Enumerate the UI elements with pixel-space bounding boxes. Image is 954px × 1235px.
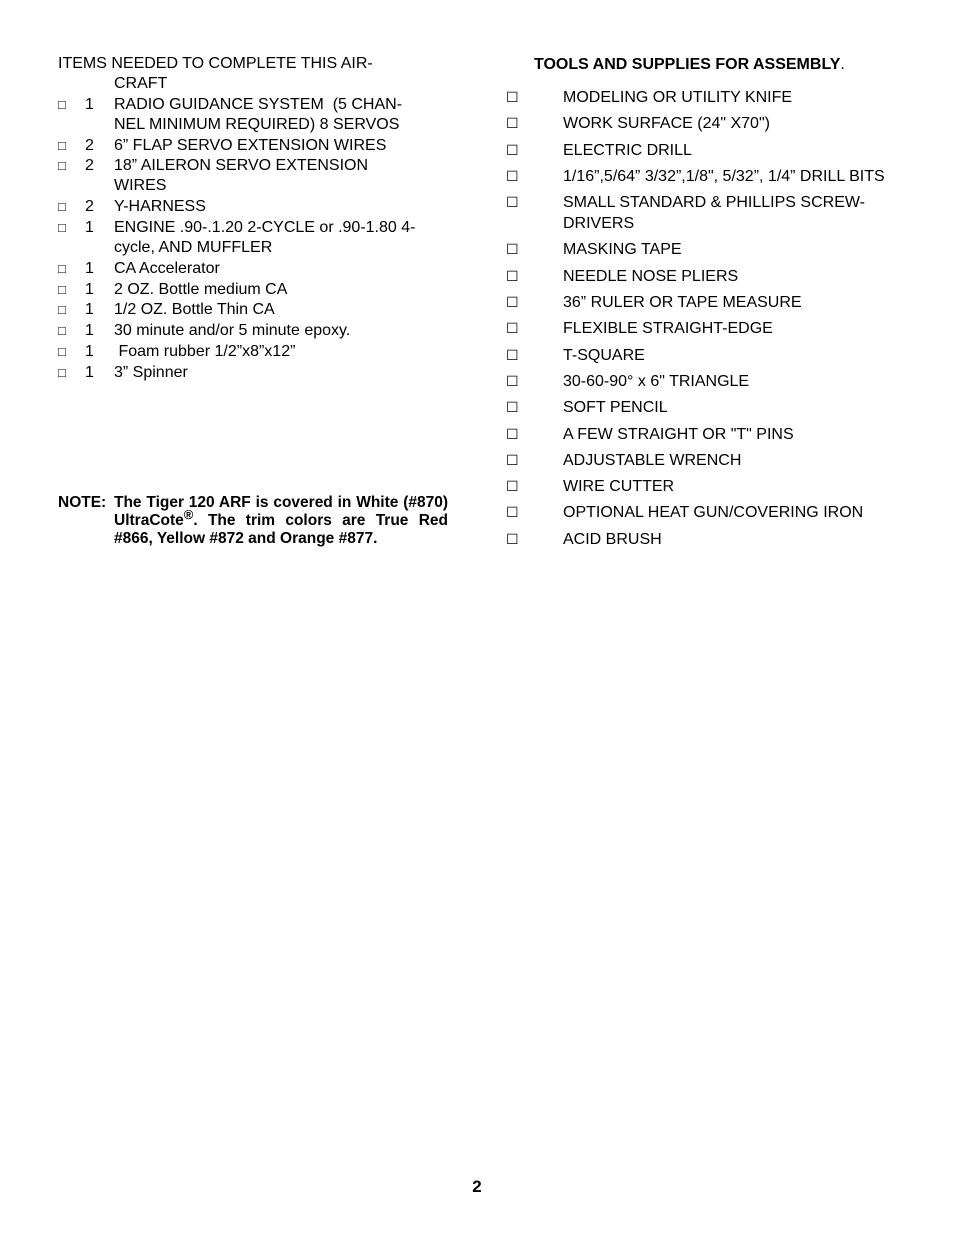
item-quantity: 1: [85, 280, 94, 298]
note-body: [114, 494, 448, 547]
item-quantity: 2: [85, 157, 94, 175]
checkbox-icon[interactable]: ☐: [506, 372, 519, 389]
tool-text: WIRE CUTTER: [563, 478, 675, 496]
list-item: [506, 113, 906, 134]
item-text: Y-HARNESS: [114, 198, 206, 216]
checkbox-icon[interactable]: ☐: [506, 425, 519, 442]
list-item: [506, 529, 906, 550]
checkbox-icon[interactable]: □: [58, 137, 66, 153]
item-quantity: 1: [85, 342, 94, 360]
items-needed-heading-line2: CRAFT: [114, 75, 168, 92]
covering-note: [58, 494, 448, 547]
tool-text: FLEXIBLE STRAIGHT-EDGE: [563, 320, 773, 338]
tools-list: [506, 87, 906, 550]
checkbox-icon[interactable]: ☐: [506, 399, 519, 416]
item-text: 18” AILERON SERVO EXTENSION WIRES: [114, 157, 369, 195]
checkbox-icon[interactable]: ☐: [506, 241, 519, 258]
tool-text: SOFT PENCIL: [563, 399, 668, 417]
tool-text: WORK SURFACE (24" X70"): [563, 115, 770, 133]
item-quantity: 2: [85, 136, 94, 154]
list-item: [506, 87, 906, 108]
list-item: [58, 136, 450, 156]
list-item: [58, 218, 450, 258]
tool-text: MASKING TAPE: [563, 241, 682, 259]
item-quantity: 1: [85, 301, 94, 319]
checkbox-icon[interactable]: ☐: [506, 451, 519, 468]
tool-text: ACID BRUSH: [563, 530, 662, 548]
checkbox-icon[interactable]: ☐: [506, 89, 519, 105]
item-text: 3” Spinner: [114, 363, 188, 381]
list-item: [506, 140, 906, 161]
tool-text: ADJUSTABLE WRENCH: [563, 451, 742, 469]
items-needed-list: [58, 95, 450, 383]
items-needed-heading: [58, 54, 450, 94]
item-quantity: 1: [85, 363, 94, 381]
item-text: RADIO GUIDANCE SYSTEM (5 CHAN- NEL MINIMUM REQUIRED) 8 SERVOS: [114, 95, 403, 133]
item-text: Foam rubber 1/2”x8”x12”: [114, 342, 296, 360]
list-item: [506, 292, 906, 313]
checkbox-icon[interactable]: □: [58, 281, 66, 297]
item-text: 1/2 OZ. Bottle Thin CA: [114, 301, 275, 319]
items-needed-heading-line1: ITEMS NEEDED TO COMPLETE THIS AIR-: [58, 55, 373, 72]
checkbox-icon[interactable]: □: [58, 364, 66, 380]
tool-text: 1/16”,5/64” 3/32”,1/8", 5/32”, 1/4” DRILL BITS: [563, 167, 885, 185]
checkbox-icon[interactable]: □: [58, 302, 66, 318]
list-item: [58, 280, 450, 300]
list-item: [58, 156, 450, 196]
checkbox-icon[interactable]: □: [58, 323, 66, 339]
list-item: [58, 363, 450, 383]
list-item: [506, 318, 906, 339]
list-item: [506, 192, 906, 234]
list-item: [58, 321, 450, 341]
item-text: CA Accelerator: [114, 259, 220, 277]
item-quantity: 1: [85, 218, 94, 236]
list-item: [58, 300, 450, 320]
list-item: [506, 266, 906, 287]
tool-text: T-SQUARE: [563, 346, 645, 364]
list-item: [506, 476, 906, 497]
item-text: 30 minute and/or 5 minute epoxy.: [114, 322, 351, 340]
list-item: [58, 342, 450, 362]
list-item: [58, 259, 450, 279]
tool-text: OPTIONAL HEAT GUN/COVERING IRON: [563, 504, 864, 522]
checkbox-icon[interactable]: ☐: [506, 346, 519, 363]
tool-text: ELECTRIC DRILL: [563, 141, 692, 159]
tool-text: 30-60-90° x 6" TRIANGLE: [563, 372, 750, 390]
checkbox-icon[interactable]: □: [58, 158, 66, 174]
tools-heading-period: .: [840, 56, 845, 73]
item-quantity: 1: [85, 322, 94, 340]
checkbox-icon[interactable]: ☐: [506, 267, 519, 284]
list-item: [506, 450, 906, 471]
tools-section: [506, 55, 906, 555]
checkbox-icon[interactable]: ☐: [506, 294, 519, 311]
note-text-part2: . The trim colors are True Red #866, Yellow #872 and Orange #877.: [114, 511, 448, 547]
checkbox-icon[interactable]: □: [58, 219, 66, 235]
note-label: NOTE:: [58, 494, 107, 511]
list-item: [506, 371, 906, 392]
list-item: [58, 197, 450, 217]
list-item: [58, 95, 450, 135]
item-quantity: 2: [85, 198, 94, 216]
checkbox-icon[interactable]: ☐: [506, 478, 519, 495]
checkbox-icon[interactable]: ☐: [506, 141, 519, 158]
checkbox-icon[interactable]: ☐: [506, 167, 519, 184]
items-needed-section: [58, 54, 450, 383]
tool-text: NEEDLE NOSE PLIERS: [563, 267, 739, 285]
checkbox-icon[interactable]: □: [58, 199, 66, 215]
list-item: [506, 345, 906, 366]
checkbox-icon[interactable]: ☐: [506, 320, 519, 337]
list-item: [506, 166, 906, 187]
tools-heading: [506, 55, 906, 75]
checkbox-icon[interactable]: □: [58, 260, 66, 276]
list-item: [506, 424, 906, 445]
checkbox-icon[interactable]: □: [58, 96, 66, 112]
list-item: [506, 502, 906, 523]
item-quantity: 1: [85, 259, 94, 277]
tool-text: MODELING OR UTILITY KNIFE: [563, 89, 793, 106]
page-number: 2: [472, 1177, 482, 1196]
tool-text: SMALL STANDARD & PHILLIPS SCREW-DRIVERS: [563, 194, 865, 233]
registered-mark: ®: [183, 506, 194, 522]
checkbox-icon[interactable]: □: [58, 343, 66, 359]
item-text: ENGINE .90-.1.20 2-CYCLE or .90-1.80 4- cycle, AND MUFFLER: [114, 218, 416, 256]
checkbox-icon[interactable]: ☐: [506, 194, 519, 211]
tool-text: 36” RULER OR TAPE MEASURE: [563, 294, 802, 312]
checkbox-icon[interactable]: ☐: [506, 115, 519, 132]
tools-heading-text: TOOLS AND SUPPLIES FOR ASSEMBLY: [534, 56, 841, 73]
list-item: [506, 397, 906, 418]
list-item: [506, 239, 906, 260]
item-quantity: 1: [85, 95, 94, 113]
item-text: 6” FLAP SERVO EXTENSION WIRES: [114, 136, 387, 154]
note-text-part1: The Tiger 120 ARF is covered in White (#870) UltraCote: [114, 494, 448, 529]
checkbox-icon[interactable]: ☐: [506, 504, 519, 521]
checkbox-icon[interactable]: ☐: [506, 530, 519, 547]
item-text: 2 OZ. Bottle medium CA: [114, 280, 288, 298]
tool-text: A FEW STRAIGHT OR "T" PINS: [563, 425, 794, 443]
